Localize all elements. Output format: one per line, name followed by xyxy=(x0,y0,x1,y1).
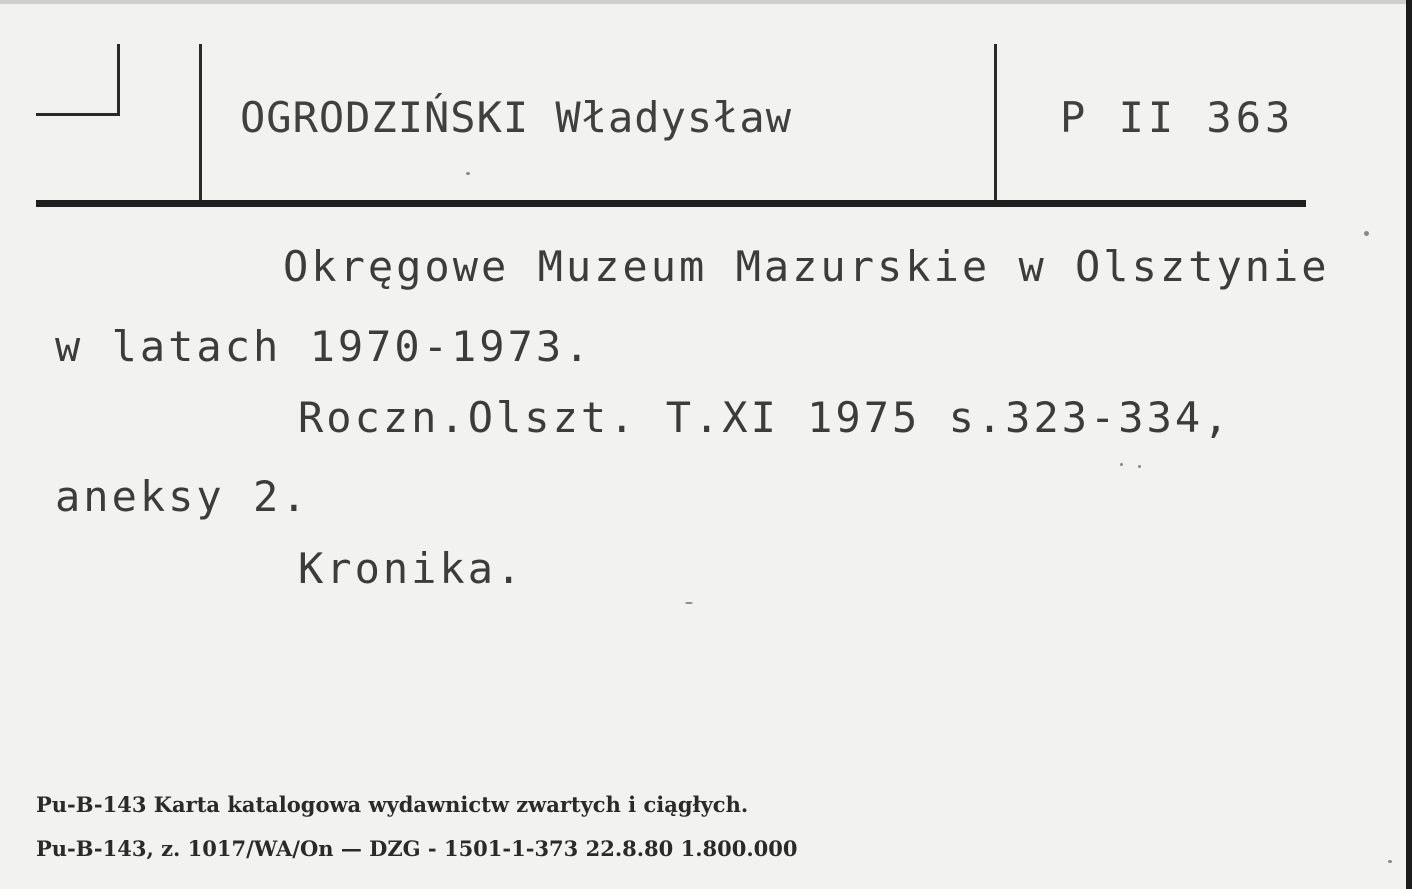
form-footer-line-1: Pu-B-143 Karta katalogowa wydawnictw zwartych i ciągłych. xyxy=(36,792,749,817)
source-line-2: aneksy 2. xyxy=(55,472,310,521)
dust-speck xyxy=(1364,231,1369,236)
shelfmark: P II 363 xyxy=(1060,93,1295,142)
author-name: OGRODZIŃSKI Władysław xyxy=(240,93,793,142)
subject-note: Kronika. xyxy=(298,544,525,593)
dust-speck xyxy=(1138,465,1141,468)
dust-speck xyxy=(466,172,470,175)
dust-speck xyxy=(1120,463,1123,466)
header-divider-right xyxy=(994,44,997,204)
corner-mark-horizontal xyxy=(36,113,120,116)
header-divider-left xyxy=(199,44,202,204)
corner-mark-vertical xyxy=(117,44,120,116)
source-line-1: Roczn.Olszt. T.XI 1975 s.323-334, xyxy=(298,393,1232,442)
title-line-1: Okręgowe Muzeum Mazurskie w Olsztynie xyxy=(283,242,1330,291)
title-line-2: w latach 1970-1973. xyxy=(55,322,593,371)
card-top-edge xyxy=(0,0,1412,4)
card-right-edge xyxy=(1406,0,1412,889)
header-rule xyxy=(36,200,1306,207)
dust-speck xyxy=(685,602,693,604)
dust-speck xyxy=(1388,860,1392,863)
form-footer-line-2: Pu-B-143, z. 1017/WA/On — DZG - 1501-1-373 22.8.80 1.800.000 xyxy=(36,836,798,861)
